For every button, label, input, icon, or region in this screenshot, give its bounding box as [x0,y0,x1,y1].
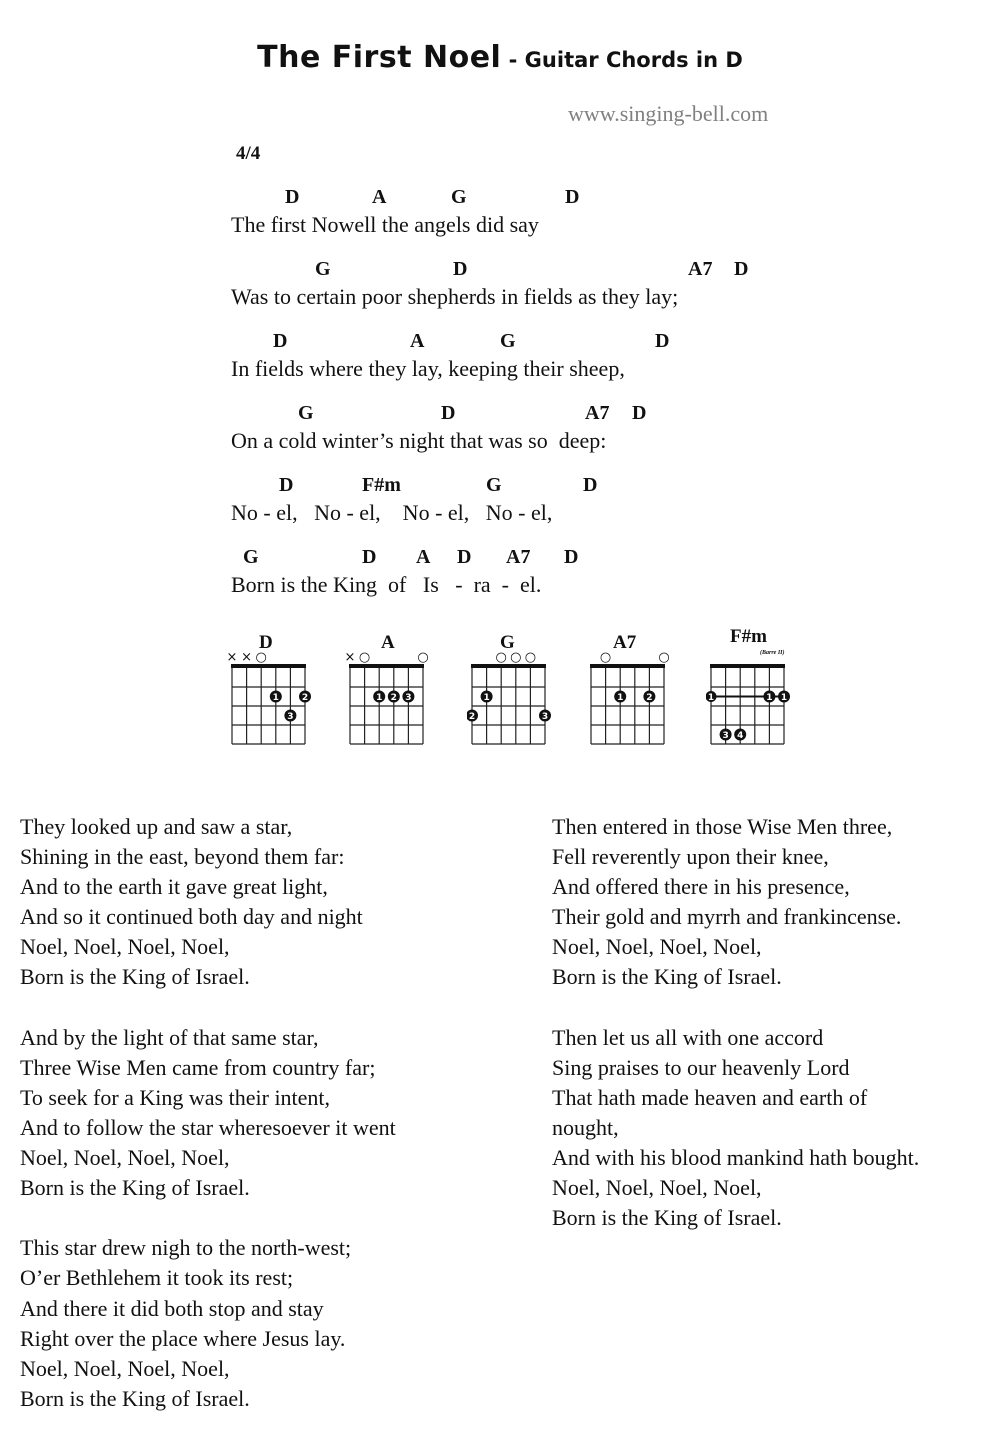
barre-note: (Barre II) [760,650,785,656]
open-string-marker: ○ [358,650,371,665]
finger-number: 4 [737,731,744,741]
finger-number: 1 [376,693,383,703]
chord-diagram-fsharp-m [706,626,806,756]
verse-line: That hath made heaven and earth of [552,1084,868,1110]
chord-label: A [410,330,425,352]
chord-diagram-name: D [259,632,273,653]
verse-line: nought, [552,1114,619,1140]
verse-line: Noel, Noel, Noel, Noel, [20,934,230,960]
chord-label: D [273,330,288,352]
verse-line: And offered there in his presence, [552,874,850,900]
verse-line: Noel, Noel, Noel, Noel, [20,1145,230,1171]
muted-string-marker: × [241,650,253,665]
chord-label: G [500,330,516,352]
finger-number: 1 [483,693,490,703]
lyric-line: The first Nowell the angels did say [231,212,539,237]
verse-line: Noel, Noel, Noel, Noel, [552,1175,762,1201]
verse-line: And with his blood mankind hath bought. [552,1145,920,1171]
verse-line: Born is the King of Israel. [20,1175,250,1201]
finger-number: 3 [722,731,729,741]
verse-line: Born is the King of Israel. [552,1205,782,1231]
verse-line: And to follow the star wheresoever it went [20,1114,396,1140]
chord-label: D [441,402,456,424]
chord-diagram-grid [467,632,567,762]
nut [710,664,785,668]
muted-string-marker: × [227,650,238,665]
stanza [552,1023,919,1234]
chord-diagram-grid [227,632,327,762]
open-string-marker: ○ [524,650,537,665]
verse-line: O’er Bethlehem it took its rest; [20,1265,294,1291]
verse-line: Noel, Noel, Noel, Noel, [20,1355,230,1381]
finger-number: 1 [272,693,279,703]
verse-line: Shining in the east, beyond them far: [20,844,345,870]
chord-label: D [564,546,579,568]
finger-number: 2 [390,693,397,703]
chord-diagram-a7 [586,632,686,762]
verse-line: To seek for a King was their intent, [20,1084,331,1110]
chord-diagram-grid [706,632,806,762]
chord-label: G [315,258,331,280]
chord-diagram-grid [345,632,445,762]
verse-line: They looked up and saw a star, [20,814,293,839]
chord-diagram-name: A [381,632,395,653]
finger-number: 3 [405,693,412,703]
chord-label: D [583,474,598,496]
chord-label: G [243,546,259,568]
chord-label: D [655,330,670,352]
finger-number: 1 [780,693,788,703]
verse-line: Then entered in those Wise Men three, [552,814,893,839]
lyric-line: On a cold winter’s night that was so deep: [231,428,607,453]
chord-label: D [285,186,300,208]
finger-number: 2 [646,693,653,703]
finger-number: 1 [707,693,715,703]
open-string-marker: ○ [510,650,522,665]
muted-string-marker: × [345,650,356,665]
verse-line: Born is the King of Israel. [552,964,782,990]
stanza [552,812,919,993]
chord-label: D [279,474,294,496]
finger-number: 3 [287,712,294,722]
verse-line: And by the light of that same star, [20,1024,319,1050]
lyric-line: Born is the King of Is - ra - el. [231,572,542,597]
chord-diagram-g [467,632,567,762]
verse-line: Then let us all with one accord [552,1024,824,1050]
finger-number: 1 [617,693,624,703]
verse-line: Fell reverently upon their knee, [552,844,829,870]
lyric-line: In fields where they lay, keeping their sheep, [231,356,625,381]
chord-label: D [457,546,472,568]
chord-diagram-grid [586,632,686,762]
verse-line: Right over the place where Jesus lay. [20,1325,346,1351]
title-subtitle: - Guitar Chords in D [501,48,743,72]
verse-line: Born is the King of Israel. [20,1385,250,1411]
chord-label: A [416,546,431,568]
chord-label: A7 [688,258,713,280]
chord-label: D [734,258,749,280]
verse-line: Born is the King of Israel. [20,964,250,990]
lyric-line: No - el, No - el, No - el, No - el, [231,500,553,525]
song-title [0,40,1000,75]
chord-diagram-name: A7 [613,632,637,653]
chord-label: A7 [506,546,531,568]
open-string-marker: ○ [495,650,507,665]
chord-label: D [632,402,647,424]
verse-line: And there it did both stop and stay [20,1295,324,1321]
chord-label: F#m [362,474,401,496]
finger-number: 2 [301,693,309,703]
verses-right-column [552,812,919,1263]
chord-label: A [372,186,387,208]
verse-line: Noel, Noel, Noel, Noel, [552,934,762,960]
lyric-line: Was to certain poor shepherds in fields as they lay; [231,284,679,309]
verse-line: Their gold and myrrh and frankincense. [552,904,902,930]
chord-diagram-name: F#m [730,626,767,647]
finger-number: 3 [541,712,549,722]
stanza [20,812,396,993]
chord-label: G [298,402,314,424]
stanza [20,1233,396,1414]
chord-label: G [486,474,502,496]
chord-label: A7 [585,402,610,424]
open-string-marker: ○ [599,650,612,665]
verse-line: Sing praises to our heavenly Lord [552,1054,850,1080]
chord-diagram-a [345,632,445,762]
website-url[interactable]: www.singing-bell.com [568,101,769,126]
open-string-marker: ○ [417,650,429,665]
time-signature: 4/4 [236,143,261,164]
chord-label: D [565,186,580,208]
chord-label: G [451,186,467,208]
verse-line: Three Wise Men came from country far; [20,1054,376,1080]
verse-line: This star drew nigh to the north-west; [20,1235,352,1261]
stanza [20,1023,396,1204]
chord-diagram-d [227,632,327,762]
verses-left-column [20,812,396,1444]
chord-diagram-name: G [500,632,515,653]
chord-label: D [362,546,377,568]
title-main: The First Noel [257,40,502,75]
finger-number: 1 [766,693,773,703]
verse-line: And so it continued both day and night [20,904,363,930]
verse-line: And to the earth it gave great light, [20,874,328,900]
chord-label: D [453,258,468,280]
open-string-marker: ○ [255,650,267,665]
finger-number: 2 [468,712,476,722]
open-string-marker: ○ [658,650,670,665]
